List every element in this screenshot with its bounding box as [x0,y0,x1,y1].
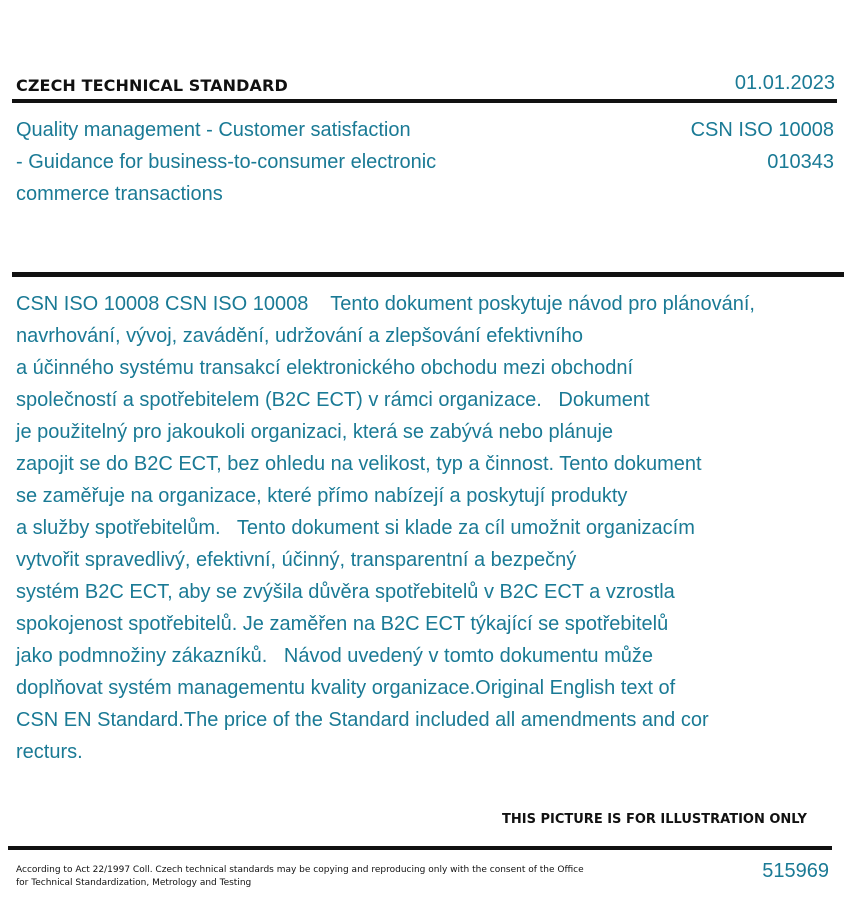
description-line: a služby spotřebitelům. Tento dokument si klade za cíl umožnit organizacím [16,517,695,539]
description-line: zapojit se do B2C ECT, bez ohledu na velikost, typ a činnost. Tento dokument [16,453,702,475]
document-number: 515969 [762,860,829,882]
description-line: CSN ISO 10008 CSN ISO 10008 Tento dokument poskytuje návod pro plánování, [16,293,755,315]
description-line: CSN EN Standard.The price of the Standard included all amendments and cor [16,709,709,731]
description-line: jako podmnožiny zákazníků. Návod uvedený v tomto dokumentu může [16,645,654,667]
description-line: recturs. [16,741,83,763]
standard-code: CSN ISO 10008 [690,119,834,141]
illustration-note: THIS PICTURE IS FOR ILLUSTRATION ONLY [502,812,807,827]
standard-codes [691,114,834,178]
legal-line: According to Act 22/1997 Coll. Czech technical standards may be copying and reproducing only with the consent of the Office [16,865,584,875]
standard-title [16,114,486,210]
standard-description [16,288,836,768]
title-line: - Guidance for business-to-consumer electronic [16,151,437,173]
title-line: commerce transactions [16,183,223,205]
legal-line: for Technical Standardization, Metrology and Testing [16,878,252,888]
description-line: doplňovat systém managementu kvality organizace.Original English text of [16,677,676,699]
section-divider [12,272,844,277]
description-line: je použitelný pro jakoukoli organizaci, která se zabývá nebo plánuje [16,421,614,443]
description-line: společností a spotřebitelem (B2C ECT) v rámci organizace. Dokument [16,389,650,411]
description-line: navrhování, vývoj, zavádění, udržování a zlepšování efektivního [16,325,584,347]
class-number: 010343 [767,151,834,173]
description-line: spokojenost spotřebitelů. Je zaměřen na B2C ECT týkající se spotřebitelů [16,613,669,635]
footer-divider [8,846,832,850]
publication-date: 01.01.2023 [734,72,835,94]
header-divider [12,99,837,103]
description-line: se zaměřuje na organizace, které přímo nabízejí a poskytují produkty [16,485,628,507]
description-line: systém B2C ECT, aby se zvýšila důvěra spotřebitelů v B2C ECT a vzrostla [16,581,675,603]
description-line: a účinného systému transakcí elektronického obchodu mezi obchodní [16,357,634,379]
title-line: Quality management - Customer satisfaction [16,119,411,141]
document-type-label: CZECH TECHNICAL STANDARD [16,76,288,95]
legal-notice [16,864,596,890]
description-line: vytvořit spravedlivý, efektivní, účinný, transparentní a bezpečný [16,549,577,571]
